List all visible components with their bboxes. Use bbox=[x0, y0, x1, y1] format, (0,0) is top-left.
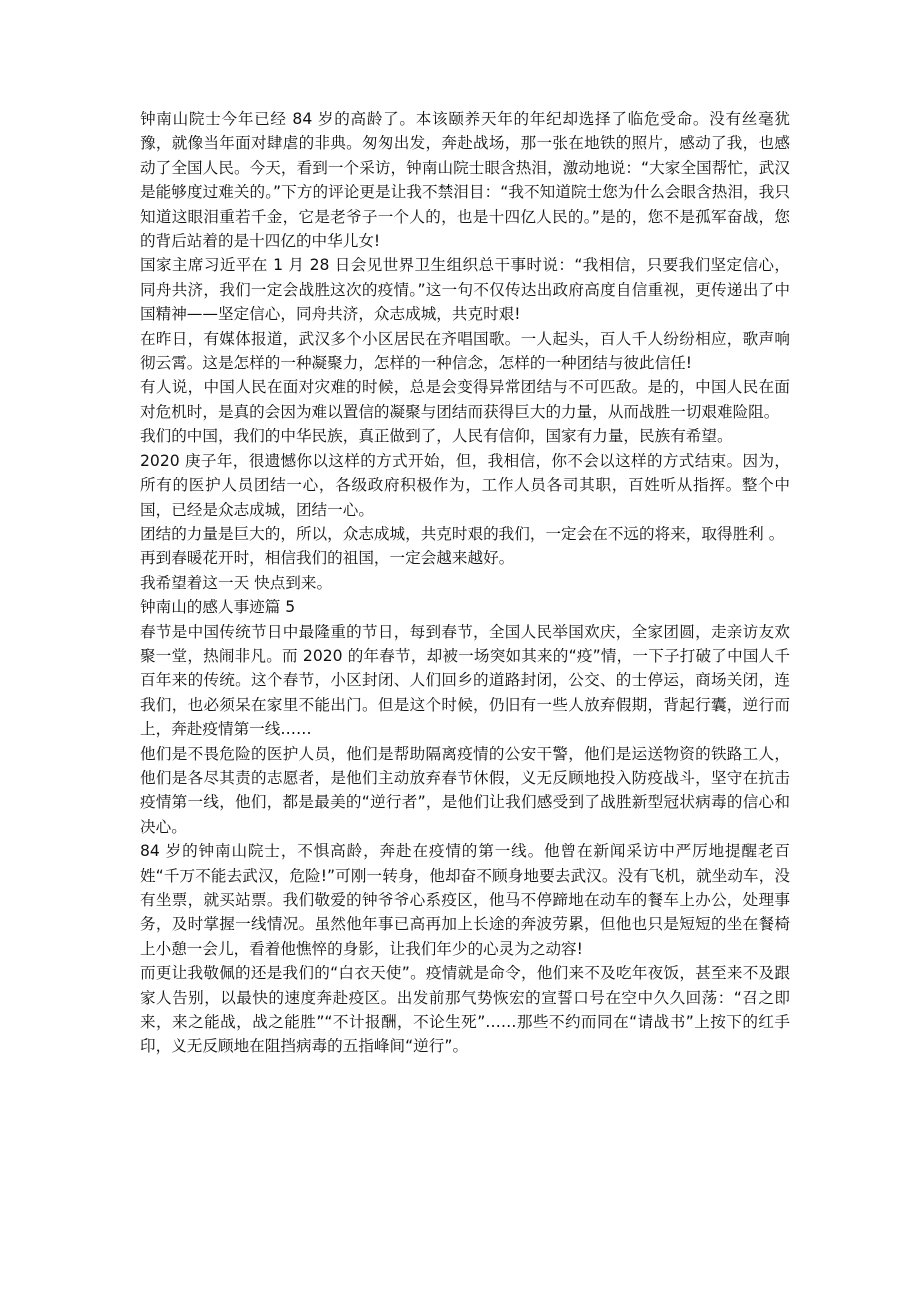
document-body bbox=[140, 107, 790, 1059]
paragraph-white-angels: 而更让我敬佩的还是我们的“白衣天使”。疫情就是命令，他们来不及吃年夜饭，甚至来不及跟家人告别，以最快的速度奔赴疫区。出发前那气势恢宏的宣誓口号在空中久久回荡：“召之即来，来之能战，战之能胜”“不计报酬，不论生死”……那些不约而同在“请战书”上按下的红手印，义无反顾地在阻挡病毒的五指峰间“逆行”。 bbox=[140, 964, 790, 1056]
section-heading-part-5: 钟南山的感人事迹篇 5 bbox=[140, 598, 296, 617]
paragraph-spring-flowers: 再到春暖花开时，相信我们的祖国，一定会越来越好。 bbox=[140, 549, 515, 568]
paragraph-2020-gengzi: 2020 庚子年，很遗憾你以这样的方式开始，但，我相信，你不会以这样的方式结束。因为，所有的医护人员团结一心，各级政府积极作为，工作人员各司其职，百姓听从指挥。整个中国，已经是众志成城，团结一心。 bbox=[140, 451, 790, 519]
paragraph-frontline-workers: 他们是不畏危险的医护人员，他们是帮助隔离疫情的公安干警，他们是运送物资的铁路工人，他们是各尽其责的志愿者，是他们主动放弃春节休假，义无反顾地投入防疫战斗，坚守在抗击疫情第一线，他们，都是最美的“逆行者”，是他们让我们感受到了战胜新型冠状病毒的信心和决心。 bbox=[140, 744, 790, 836]
paragraph-zhong-nanshan-84: 钟南山院士今年已经 84 岁的高龄了。本该颐养天年的年纪却选择了临危受命。没有丝毫犹豫，就像当年面对肆虐的非典。匆匆出发，奔赴战场，那一张在地铁的照片，感动了我，也感动了全国人民。今天，看到一个采访，钟南山院士眼含热泪，激动地说：“大家全国帮忙，武汉是能够度过难关的。”下方的评论更是让我不禁泪目：“我不知道院士您为什么会眼含热泪，我只知道这眼泪重若千金，它是老爷子一个人的，也是十四亿人民的。”是的，您不是孤军奋战，您的背后站着的是十四亿的中华儿女! bbox=[140, 110, 790, 251]
paragraph-xi-jinping-quote: 国家主席习近平在 1 月 28 日会见世界卫生组织总干事时说：“我相信，只要我们坚定信心，同舟共济，我们一定会战胜这次的疫情。”这一句不仅传达出政府高度自信重视，更传递出了中国精神——坚定信心，同舟共济，众志成城，共克时艰! bbox=[140, 256, 790, 324]
paragraph-spring-festival: 春节是中国传统节日中最隆重的节日，每到春节，全国人民举国欢庆，全家团圆，走亲访友欢聚一堂，热闹非凡。而 2020 的年春节，却被一场突如其来的“疫”情，一下子打破了中国人千百年来的传统。这个春节，小区封闭、人们回乡的道路封闭，公交、的士停运，商场关闭，连我们，也必须呆在家里不能出门。但是这个时候，仍旧有一些人放弃假期，背起行囊，逆行而上，奔赴疫情第一线…… bbox=[140, 622, 790, 739]
paragraph-84-year-old-academician: 84 岁的钟南山院士，不惧高龄，奔赴在疫情的第一线。他曾在新闻采访中严厉地提醒老百姓“千万不能去武汉，危险!”可刚一转身，他却奋不顾身地要去武汉。没有飞机，就坐动车，没有坐票，就买站票。我们敬爱的钟爷爷心系疫区，他马不停蹄地在动车的餐车上办公，处理事务，及时掌握一线情况。虽然他年事已高再加上长途的奔波劳累，但他也只是短短的坐在餐椅上小憩一会儿，看着他憔悴的身影，让我们年少的心灵为之动容! bbox=[140, 842, 790, 958]
paragraph-our-china: 我们的中国，我们的中华民族，真正做到了，人民有信仰，国家有力量，民族有希望。 bbox=[140, 427, 733, 446]
paragraph-hope-day: 我希望着这一天 快点到来。 bbox=[140, 573, 333, 592]
paragraph-power-of-unity: 团结的力量是巨大的，所以，众志成城，共克时艰的我们，一定会在不远的将来，取得胜利 。 bbox=[140, 524, 785, 543]
paragraph-unity-in-disaster: 有人说，中国人民在面对灾难的时候，总是会变得异常团结与不可匹敌。是的，中国人民在面对危机时，是真的会因为难以置信的凝聚与团结而获得巨大的力量，从而战胜一切艰难险阻。 bbox=[140, 378, 790, 421]
paragraph-wuhan-anthem: 在昨日，有媒体报道，武汉多个小区居民在齐唱国歌。一人起头，百人千人纷纷相应，歌声响彻云霄。这是怎样的一种凝聚力，怎样的一种信念，怎样的一种团结与彼此信任! bbox=[140, 329, 790, 373]
